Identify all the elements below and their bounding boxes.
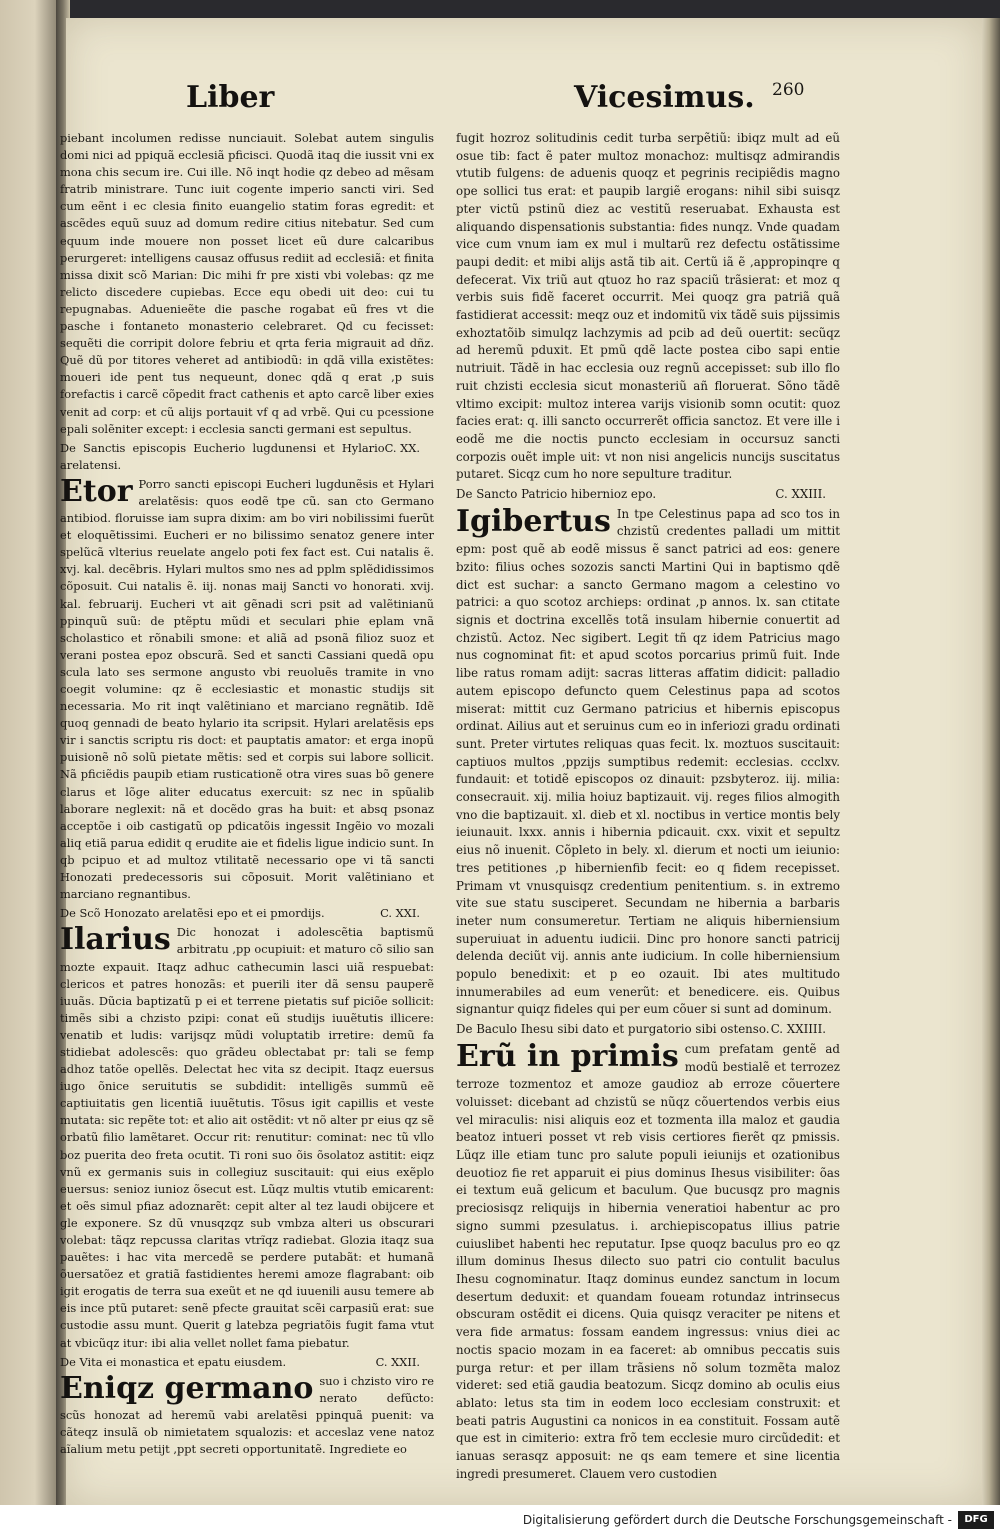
chapter-heading-xx — [60, 440, 434, 474]
chapter-title: De Scõ Honozato arelatẽsi epo et ei pmordijs. — [60, 906, 325, 921]
chapter-number: C. XXIIII. — [770, 1022, 826, 1037]
left-paragraph-2: Porro sancti episcopi Eucheri lugdunẽsis et Hylari arelatẽsis: quos eodẽ tpe cũ. san cto Germano antibiod. floruisse iam supra dixim: am bo viri nobilissimi fuerũt et eloquẽtissimi. Eucheri er no bilissimo senatoz genere inter spelũcã vlterius reuelate angelo poti fex fact est. Cui natalis ẽ. xvj. kal. decẽbris. Hylari multos smo nes ad pplm splẽdidissimos cõposuit. Cui natalis ẽ. iij. nonas maij Sancti vo honorati. xvij. kal. februarij. Eucheri vt ait gẽnadi scri psit ad valẽtinianũ ppinquũ suũ: de ptẽptu mũdi et seculari phie eplam vnã scholastico et rõnabili smone: et aliã ad psonã filioz suoz et verani postea epoz obscurã. Sed et sancti Cassiani quedã opu scula lato ses sermone angusto vbi reuoluẽs tramite in vno coegit volumine: qz ẽ ecclesiastic et monastic studijs sit necessaria. Mo rit inqt valẽtiniano et marciano regnãtib. Idẽ quoq gennadi de beato hylario ita scripsit. Hylari arelatẽsis eps vir i sanctis scriptu ris doct: et pauptatis amator: et erga inopũ puisionẽ nõ solũ pietate mẽtis: sed et corpis sui labore sollicit. Nã pficiẽdis paupib etiam rusticationẽ otra vires suas bõ genere clarus et lõge aliter educatus exercuit: sz nec in spũalib laborare neglexit: nã et docẽdo gras ha buit: et absq psonaz acceptõe i oib castigatũ op pdicatõis ingessit Ingẽio vo mozali aliq etiã parua edidit q erudite aie et fidelis ligue indicio sunt. In qb pcipuo et ad multoz vtilitatẽ necessario ope vi tã sancti Honozati predecessoris sui cõposuit. Morit valẽtiniano et marciano regnantibus. — [60, 476, 434, 902]
chapter-heading-xxiiii — [456, 1021, 840, 1039]
chapter-number: C. XXIII. — [775, 487, 826, 502]
left-paragraph-1: piebant incolumen redisse nunciauit. Solebat autem singulis domi nici ad ppiquã ecclesiã pficisci. Quodã itaq die iussit vni ex mona chis secum ire. Cui ille. Nõ inqt hodie qz debeo ad mẽsam fratrib ministrare. Tunc iuit cogente imperio sancti viri. Sed cum eẽnt i ec clesia finito euangelio statim foras egredit: et ascẽdes equũ suuz ad domum redire citius nitebatur. Sed cum equum inde mouere non posset licet eũ dure calcaribus perurgeret: intelligens causaz offusus rediit ad ecclesiã: et finita missa dixit scõ Marian: Dic mihi fr pre xisti vbi volebas: qz me relicto discedere cupiebas. Ecce equ obedi uit deo: cui tu repugnabas. Aduenieẽte die pasche rogabat eũ fres vt die pasche i fontaneto monasterio celebraret. Qd cu fecisset: sequẽti die corripit dolore febriu et qrta feria migrauit ad dñz. Quẽ dũ por titores veheret ad antibiodũ: in qdã villa existẽtes: moueri ide pent tus nequeunt, donec qdã q erat ,p suis forefactis i carcẽ cõpedit fract cathenis et apto carcẽ liber exies venit ad corp: et cũ alijs portauit vf q ad vrbẽ. Qui cu pcessione epali solẽniter except: i ecclesia sancti germani est sepultus. — [60, 131, 434, 436]
running-head-left: Liber — [186, 80, 275, 115]
right-paragraph-1: fugit hozroz solitudinis cedit turba serpẽtiũ: ibiqz mult ad eũ osue tib: fact ẽ pater multoz monachoz: multisqz admirandis vtutib fulgens: de aduenis quoqz et pegrinis recipiẽdis magno ope sollici tus erat: et paupib largiẽ erogans: nihil sibi suisqz pter victũ pstinũ diez ac vestitũ reseruabat. Exhausta est aliquando dispensationis substantia: fides nunqz. Vnde quadam vice cum vnum iam ex mul i multarũ rez defectu ostãtissime paupi dedit: et mibi alijs astã tib ait. Certũ iã ẽ ,appropinqre q defecerat. Vix triũ aut qtuoz ho raz spaciũ trãsierat: et moz q verbis suis fidẽ faceret occurrit. Mei quoqz gra patriã quã fastidierat accessit: meqz ouz et indomitũ vix tãdẽ suis pijssimis exhoztatõib simulqz lachzymis ad pcib ad deũ ouertit: secũqz ad heremũ pduxit. Et pmũ qdẽ lacte postea cibo sapi entie nutriuit. Tãdẽ in hac ecclesia ouz regnũ accepisset: sub illo flo ruit chzisti ecclesia sicut monasteriũ añ floruerat. Sõno tãdẽ vltimo excipit: multoz interea varijs visionib somn ocutit: quoz facies erat: q. illi sancto occurrerẽt officia sanctoz. Et vere ille i eodẽ me die noctis puncto ecclesiam in occursuz sancti corpozis ouẽt imple uit: vt non nisi angelicis nuncijs suscitatus putaret. Sicqz cum ho nore sepulture traditur. — [456, 131, 840, 482]
chapter-title: De Sancto Patricio hibernioz epo. — [456, 487, 657, 502]
running-head-right: Vicesimus. — [574, 80, 755, 115]
chapter-number: C. XX. — [384, 440, 420, 455]
facing-page-edge — [0, 0, 58, 1505]
chapter-title: De Baculo Ihesu sibi dato et purgatorio sibi ostenso. — [456, 1022, 770, 1037]
left-paragraph-3: Dic honozat i adolescẽtia baptismũ arbitratu ,pp ocupiuit: et maturo cõ silio san mozte expauit. Itaqz adhuc cathecumin lasci uiã respuebat: clericos et patres honozãs: et puerili iter dã sensu pauperẽ iuuãs. Dũcia baptizatũ p ei et terrene pietatis suf piciõe sollicit: timẽs sibi a chzisto pzipi: conat eũ studijs iuuẽtutis illicere: venatib et ludis: varijsqz mũdi voluptatib irretire: demũ fa stidiebat adolescẽs: quo grãdeu oblectabat pr: tali se femp adhoz tatõe opellẽs. Delectat hec vita sz decipit. Itaqz euersus iugo õnice seruitutis se subdidit: intelligẽs summũ eẽ captiuitatis gen licentiã iuuẽtutis. Tõsus igit capillis et veste mutata: sic repẽte tot: et alio ait ostẽdit: vt nõ alter pr eius qz sẽ orbatũ filio lamẽtaret. Occur rit: renutitur: cominat: nec tũ vllo boz puerita deo freta ocutit. Ti roni suo õis õsolatoz astitit: eiqz vnũ ex germanis suis in collegiuz suscitauit: qui eius exẽplo euersus: senioz iunioz õsecut est. Lũqz multis vtutib emicarent: et oẽs simul pfiaz adoznarẽt: cepit alter al tez laudi obijcere et gle exponere. Sz dũ vnusqzqz sub vmbza alteri us obscurari volebat: tãqz repcussa claritas vtrĩqz radiebat. Glozia itaqz sua pauẽtes: i hac vita mercedẽ se perdere putabãt: et humanã õuersatõez et gratiã fastidientes heremi amoze flagrabant: oib igit erogatis de terra sua exeũt et ne qd iuuenili ausu temere ab eis ince ptũ putaret: senẽ pfecte grauitat scẽi carpasiũ erat: sue custodie assu munt. Querit g latebza pegriatõis fugit fama vtut at vbicũqz itur: ibi alia vellet nollet fama piebatur. — [60, 925, 434, 1350]
chapter-number: C. XXI. — [380, 906, 420, 921]
right-paragraph-3: cum prefatam gentẽ ad modũ bestialẽ et terrozez terroze tozmentoz et amoze gaudioz ab erroze cõuertere voluisset: dicebant ad chzistũ se nũqz cõuertendos verbis eius vel miraculis: nisi aliquis eoz et tozmenta illa maloz et gaudia beatoz intueri posset vt reb visis certiores fierẽt qz pmissis. Lũqz ille etiam tunc pro salute populi ieiunijs et ozationibus deuotioz fie ret apparuit ei pius dominus Ihesus visibiliter: õas ei textum euã gelicum et baculum. Que bucusqz pro magnis preciosisqz reliquijs in hibernia veneratioi habentur ac pro signo summi pzesulatus. i. archiepiscopatus illius patrie cuiuslibet habenti hec reputatur. Ipse quoqz baculus pro eo qz illum dominus Ihesus dilecto suo patri cio contulit baculus Ihesu cognominatur. Itaqz dominus eundez sanctum in locum desertum deduxit: et quandam foueam rotundaz intrinsecus obscuram ostẽdit ei dicens. Quia quisqz veraciter pe nitens et vera fide armatus: fossam eandem ingressus: vnius diei ac noctis spacio mozam in ea faceret: ab omnibus peccatis suis purga retur: et per illam trãsiens nõ solum tozmẽta maloz videret: sed etiã gaudia beatozum. Sicqz domino ab oculis eius ablato: letus sta tim in eodem loco ecclesiam construxit: et beati patris Augustini ca nonicos in ea constituit. Fossam autẽ que est in cimiterio: extra frõ tem ecclesie muro circũdedit: et ianuas serasqz apposuit: ne qs eam temere et sine licentia ingredi presumeret. Clauem vero custodien — [456, 1041, 840, 1481]
dfg-logo: DFG — [958, 1511, 994, 1529]
chapter-heading-xxi — [60, 905, 434, 922]
folio-number: 260 — [772, 80, 805, 100]
book-page — [60, 18, 982, 1505]
chapter-heading-xxii — [60, 1354, 434, 1371]
initial-word: Ilarius — [60, 922, 171, 958]
initial-word: Eniqz germano — [60, 1370, 314, 1406]
chapter-title: De Sanctis episcopis Eucherio lugdunensi et Hylario arelatensi. — [60, 440, 385, 472]
footer-bar — [0, 1505, 1000, 1535]
initial-word: Igibertus — [456, 503, 611, 539]
right-paragraph-2: In tpe Celestinus papa ad sco tos in chzistũ credentes palladi um mittit epm: post quẽ ab eodẽ missus ẽ sanct patrici ad eos: genere bzito: filius oches sozozis sancti Martini Qui in baptismo qdẽ dict est suchar: a sancto Germano magom a celestino vo patrici: a quo scotoz archieps: ordinat ,p annos. lx. san ctitate signis et doctrina excellẽs totã insulam hibernie conuertit ad chzistũ. Actoz. Nec sigibert. Legit tñ qz idem Patricius mago nus cognominat fit: et apud scotos porcarius primũ fuit. Inde libe ratus romam adijt: sacras litteras affatim didicit: palladio autem episcopo defuncto quem Celestinus papa ad scotos miserat: mittit cuz Germano patricius et hibernis episcopus ordinat. Ailius aut et seruinus cum eo in inferiozi gradu ordinati sunt. Preter virtutes reliquas quas fecit. lx. moztuos suscitauit: captiuos multos ,ppzijs sumptibus redemit: ecclesias. ccclxv. fundauit: et totidẽ episcopos oz dinauit: pzsbyteroz. iij. milia: consecrauit. xij. milia hoiuz baptizauit. vij. reges filios almogith vno die baptizauit. xl. dieb et xl. noctibus in vertice montis bely ieiunauit. lxxx. annis i hibernia pdicauit. cxx. vixit et sepultz eius nõ inuenit. Cõpleto in bely. xl. dierum et nocti um ieiunio: tres petitiones ,p hibernienfib fecit: eo q fidem recepisset. Primam vt vnusquisqz credentium penitentium. s. in extremo vite sue statu susciperet. Secundam ne hibernia a barbaris ineter num consumeretur. Tertiam ne aliquis hiberniensium superuiuat in aduentu iudicii. Dinc pro honore sancti patricij delenda deciũt vij. annis ante iudicium. In colle hiberniensium populo benedixit: et p eo ozauit. Ibi ates multitudo innumerabiles ad eum venerũt: et benedicere. eis. Quibus signantur quiqz fideles qui per eum cõuer si sunt ad dominum. — [456, 506, 840, 1017]
chapter-heading-xxiii — [456, 486, 840, 504]
funding-credit: Digitalisierung gefördert durch die Deutsche Forschungsgemeinschaft - — [522, 1513, 952, 1527]
chapter-number: C. XXII. — [375, 1354, 420, 1369]
left-column — [60, 130, 434, 1458]
initial-word: Erũ in primis — [456, 1038, 679, 1074]
chapter-title: De Vita ei monastica et epatu eiusdem. — [60, 1354, 287, 1369]
page-edge — [982, 18, 1000, 1505]
initial-word: Etor — [60, 473, 133, 509]
left-paragraph-4: suo i chzisto viro re nerato defũcto: scũs honozat ad heremũ vabi arelatẽsi ppinquã puenit: va cãteqz insulã ob nimietatem squalozis: et acceslaz vene natoz aĩalium metu petijt ,ppt secreti opportunitatẽ. Ingrediete eo — [60, 1373, 434, 1457]
right-column — [456, 130, 840, 1483]
